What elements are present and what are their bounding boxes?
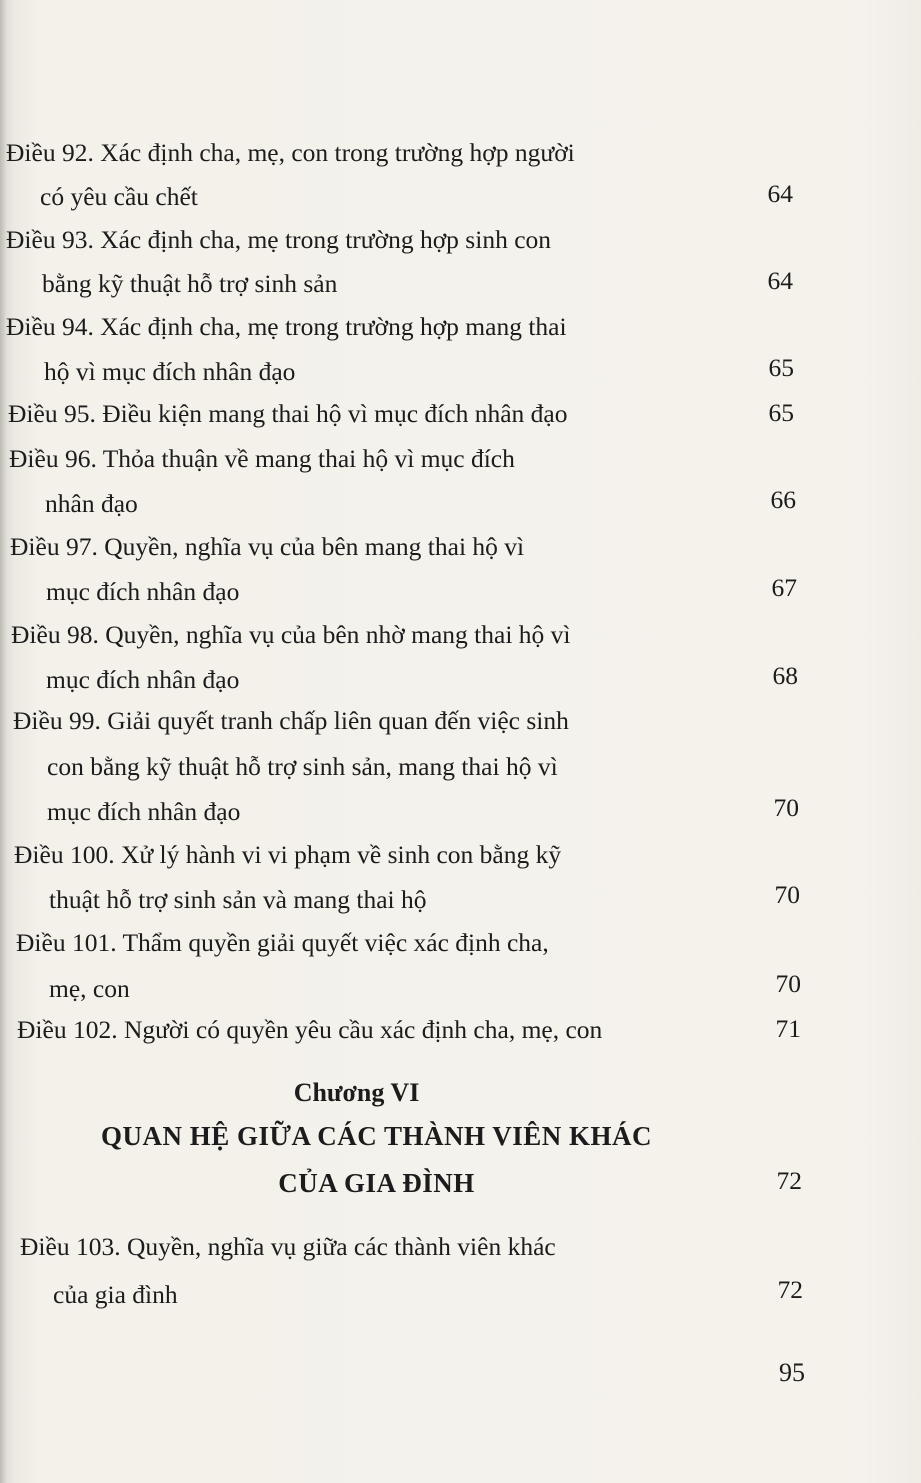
toc-entry-103-line1: Điều 103. Quyền, nghĩa vụ giữa các thành viên khác: [20, 1232, 556, 1261]
toc-entry-93-line2: bằng kỹ thuật hỗ trợ sinh sản: [42, 269, 338, 298]
toc-entry-99-line1: Điều 99. Giải quyết tranh chấp liên quan đến việc sinh: [13, 706, 569, 735]
toc-entry-98-line2: mục đích nhân đạo: [46, 665, 240, 694]
toc-entry-93-page: 64: [767, 266, 793, 295]
toc-entry-101-line2: mẹ, con: [49, 974, 130, 1003]
chapter-title-line1: QUAN HỆ GIỮA CÁC THÀNH VIÊN KHÁC: [100, 1121, 653, 1151]
toc-entry-97-line1: Điều 97. Quyền, nghĩa vụ của bên mang thai hộ vì: [10, 532, 525, 561]
toc-entry-99-line3: mục đích nhân đạo: [47, 797, 241, 826]
toc-entry-98-line1: Điều 98. Quyền, nghĩa vụ của bên nhờ mang thai hộ vì: [11, 620, 571, 649]
toc-entry-102-page: 71: [775, 1014, 801, 1043]
chapter-title-line2: CỦA GIA ĐÌNH: [278, 1168, 475, 1198]
toc-entry-103-line2: của gia đình: [53, 1280, 178, 1309]
toc-entry-97-line2: mục đích nhân đạo: [46, 577, 240, 606]
toc-entry-96-page: 66: [770, 485, 796, 514]
toc-entry-92-line1: Điều 92. Xác định cha, mẹ, con trong trường hợp người: [6, 138, 575, 167]
toc-entry-97-page: 67: [771, 573, 797, 602]
toc-entry-99-line2: con bằng kỹ thuật hỗ trợ sinh sản, mang thai hộ vì: [47, 752, 558, 781]
chapter-page: 72: [776, 1166, 802, 1195]
toc-entry-95-line1: Điều 95. Điều kiện mang thai hộ vì mục đích nhân đạo: [8, 399, 568, 428]
toc-entry-93-line1: Điều 93. Xác định cha, mẹ trong trường hợp sinh con: [6, 225, 552, 254]
toc-entry-98-page: 68: [772, 661, 798, 690]
chapter-label: Chương VI: [293, 1078, 420, 1107]
toc-entry-99-page: 70: [773, 793, 799, 822]
toc-entry-96-line1: Điều 96. Thỏa thuận về mang thai hộ vì mục đích: [9, 444, 515, 473]
toc-entry-92-line2: có yêu cầu chết: [40, 182, 198, 211]
page-gutter: [0, 0, 6, 1483]
toc-entry-103-page: 72: [777, 1275, 803, 1304]
toc-entry-101-line1: Điều 101. Thẩm quyền giải quyết việc xác định cha,: [16, 928, 549, 957]
toc-entry-100-line2: thuật hỗ trợ sinh sản và mang thai hộ: [49, 885, 427, 914]
page-number: 95: [779, 1358, 805, 1387]
toc-entry-100-line1: Điều 100. Xử lý hành vi vi phạm về sinh con bằng kỹ: [14, 840, 562, 869]
toc-entry-95-page: 65: [768, 398, 794, 427]
toc-entry-92-page: 64: [767, 179, 793, 208]
toc-entry-94-page: 65: [768, 353, 794, 382]
toc-entry-100-page: 70: [774, 880, 800, 909]
toc-entry-101-page: 70: [775, 969, 801, 998]
toc-entry-96-line2: nhân đạo: [45, 489, 138, 518]
toc-entry-94-line1: Điều 94. Xác định cha, mẹ trong trường hợp mang thai: [6, 312, 567, 341]
toc-entry-102-line1: Điều 102. Người có quyền yêu cầu xác định cha, mẹ, con: [17, 1015, 603, 1044]
toc-entry-94-line2: hộ vì mục đích nhân đạo: [44, 357, 296, 386]
